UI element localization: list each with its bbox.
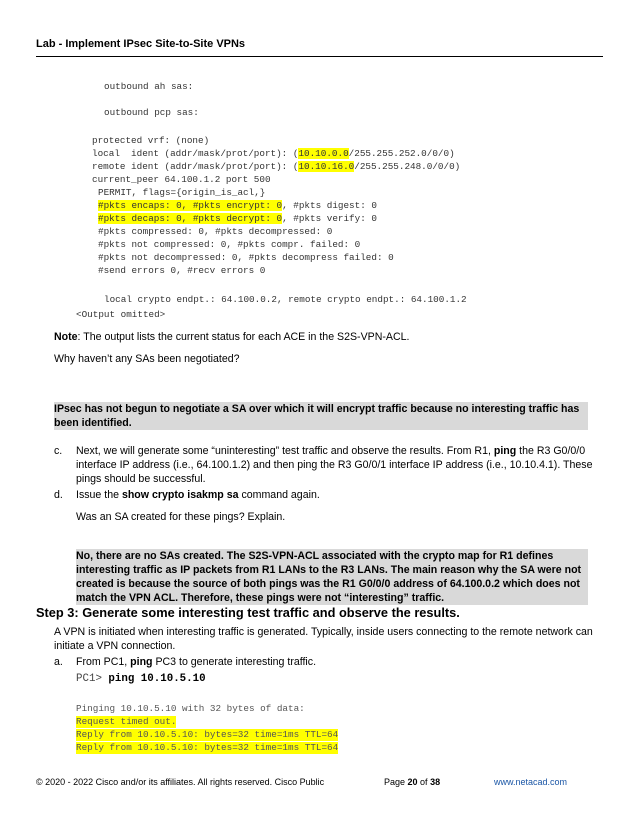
list-marker-d: d. (54, 489, 63, 501)
code-outbound-ah: outbound ah sas: (104, 81, 194, 92)
code-outbound-pcp: outbound pcp sas: (104, 107, 199, 118)
page-header-title: Lab - Implement IPsec Site-to-Site VPNs (36, 38, 246, 50)
answer-block-2: No, there are no SAs created. The S2S-VPN-ACL associated with the crypto map for R1 defines interesting traffic as IP packets from R1 LANs to the R3 LANs. The main reason why the SA were not created is because the source of both pings was the R1 G0/0/0 address of 64.100.0.2 which does not match the VPN ACL. Therefore, these pings were not “interesting” traffic. (76, 549, 588, 605)
code-current-peer: current_peer 64.100.1.2 port 500 (92, 174, 271, 185)
list-item-d: Issue the show crypto isakmp sa command again. (76, 489, 320, 501)
code-local-ident: local ident (addr/mask/prot/port): (10.10.0.0/255.255.252.0/0/0) (92, 148, 455, 159)
highlight-remote-addr: 10.10.16.0 (298, 161, 355, 172)
list-marker-a: a. (54, 656, 63, 668)
list-item-a: From PC1, ping PC3 to generate interesting traffic. (76, 656, 317, 668)
pc1-command-line: PC1> ping 10.10.5.10 (76, 673, 206, 685)
list-item-c: Next, we will generate some “uninteresting” test traffic and observe the results. From R1, ping the R3 G0/0/0 interface IP address (i.e., 64.100.1.2) and then ping the R3 G0/0/1 interface IP address (i.e., 10.10.4.1). These pings should be successful. (76, 445, 593, 485)
highlight-encaps: #pkts encaps: 0, #pkts encrypt: 0 (98, 200, 283, 211)
ping-output-timeout: Request timed out. (76, 716, 177, 727)
highlight-decaps: #pkts decaps: 0, #pkts decrypt: 0 (98, 213, 283, 224)
footer-copyright: © 2020 - 2022 Cisco and/or its affiliates. All rights reserved. Cisco Public (36, 777, 325, 787)
code-protected-vrf: protected vrf: (none) (92, 135, 210, 146)
note-paragraph: Note: The output lists the current status for each ACE in the S2S-VPN-ACL. (54, 331, 410, 343)
answer-block-1: IPsec has not begun to negotiate a SA over which it will encrypt traffic because no interesting traffic has been identified. (54, 402, 588, 430)
ping-output-reply-1: Reply from 10.10.5.10: bytes=32 time=1ms TTL=64 (76, 729, 339, 740)
ping-output-header: Pinging 10.10.5.10 with 32 bytes of data: (76, 703, 305, 714)
step-3-heading: Step 3: Generate some interesting test traffic and observe the results. (36, 605, 460, 620)
footer-page-number: Page 20 of 38 (384, 777, 441, 787)
footer-website-link[interactable]: www.netacad.com (494, 777, 568, 787)
code-crypto-endpt: local crypto endpt.: 64.100.0.2, remote crypto endpt.: 64.100.1.2 (104, 294, 467, 305)
ping-output-reply-2: Reply from 10.10.5.10: bytes=32 time=1ms TTL=64 (76, 742, 339, 753)
code-pkts-compressed: #pkts compressed: 0, #pkts decompressed: 0 (98, 226, 333, 237)
code-send-errors: #send errors 0, #recv errors 0 (98, 265, 266, 276)
code-pkts-encaps: #pkts encaps: 0, #pkts encrypt: 0, #pkts digest: 0 (98, 200, 377, 211)
question-sas-negotiated: Why haven’t any SAs been negotiated? (54, 353, 240, 365)
code-permit-flags: PERMIT, flags={origin_is_acl,} (98, 187, 266, 198)
question-sa-created: Was an SA created for these pings? Explain. (76, 511, 286, 523)
highlight-local-addr: 10.10.0.0 (298, 148, 349, 159)
step-3-intro: A VPN is initiated when interesting traffic is generated. Typically, inside users connecting to the remote network can initiate a VPN connection. (54, 626, 593, 652)
code-pkts-decaps: #pkts decaps: 0, #pkts decrypt: 0, #pkts verify: 0 (98, 213, 377, 224)
code-pkts-not-compressed: #pkts not compressed: 0, #pkts compr. failed: 0 (98, 239, 361, 250)
code-output-omitted: <Output omitted> (76, 309, 166, 320)
code-remote-ident: remote ident (addr/mask/prot/port): (10.10.16.0/255.255.248.0/0/0) (92, 161, 461, 172)
header-divider (36, 56, 603, 57)
list-marker-c: c. (54, 445, 63, 457)
code-pkts-not-decompressed: #pkts not decompressed: 0, #pkts decompress failed: 0 (98, 252, 394, 263)
